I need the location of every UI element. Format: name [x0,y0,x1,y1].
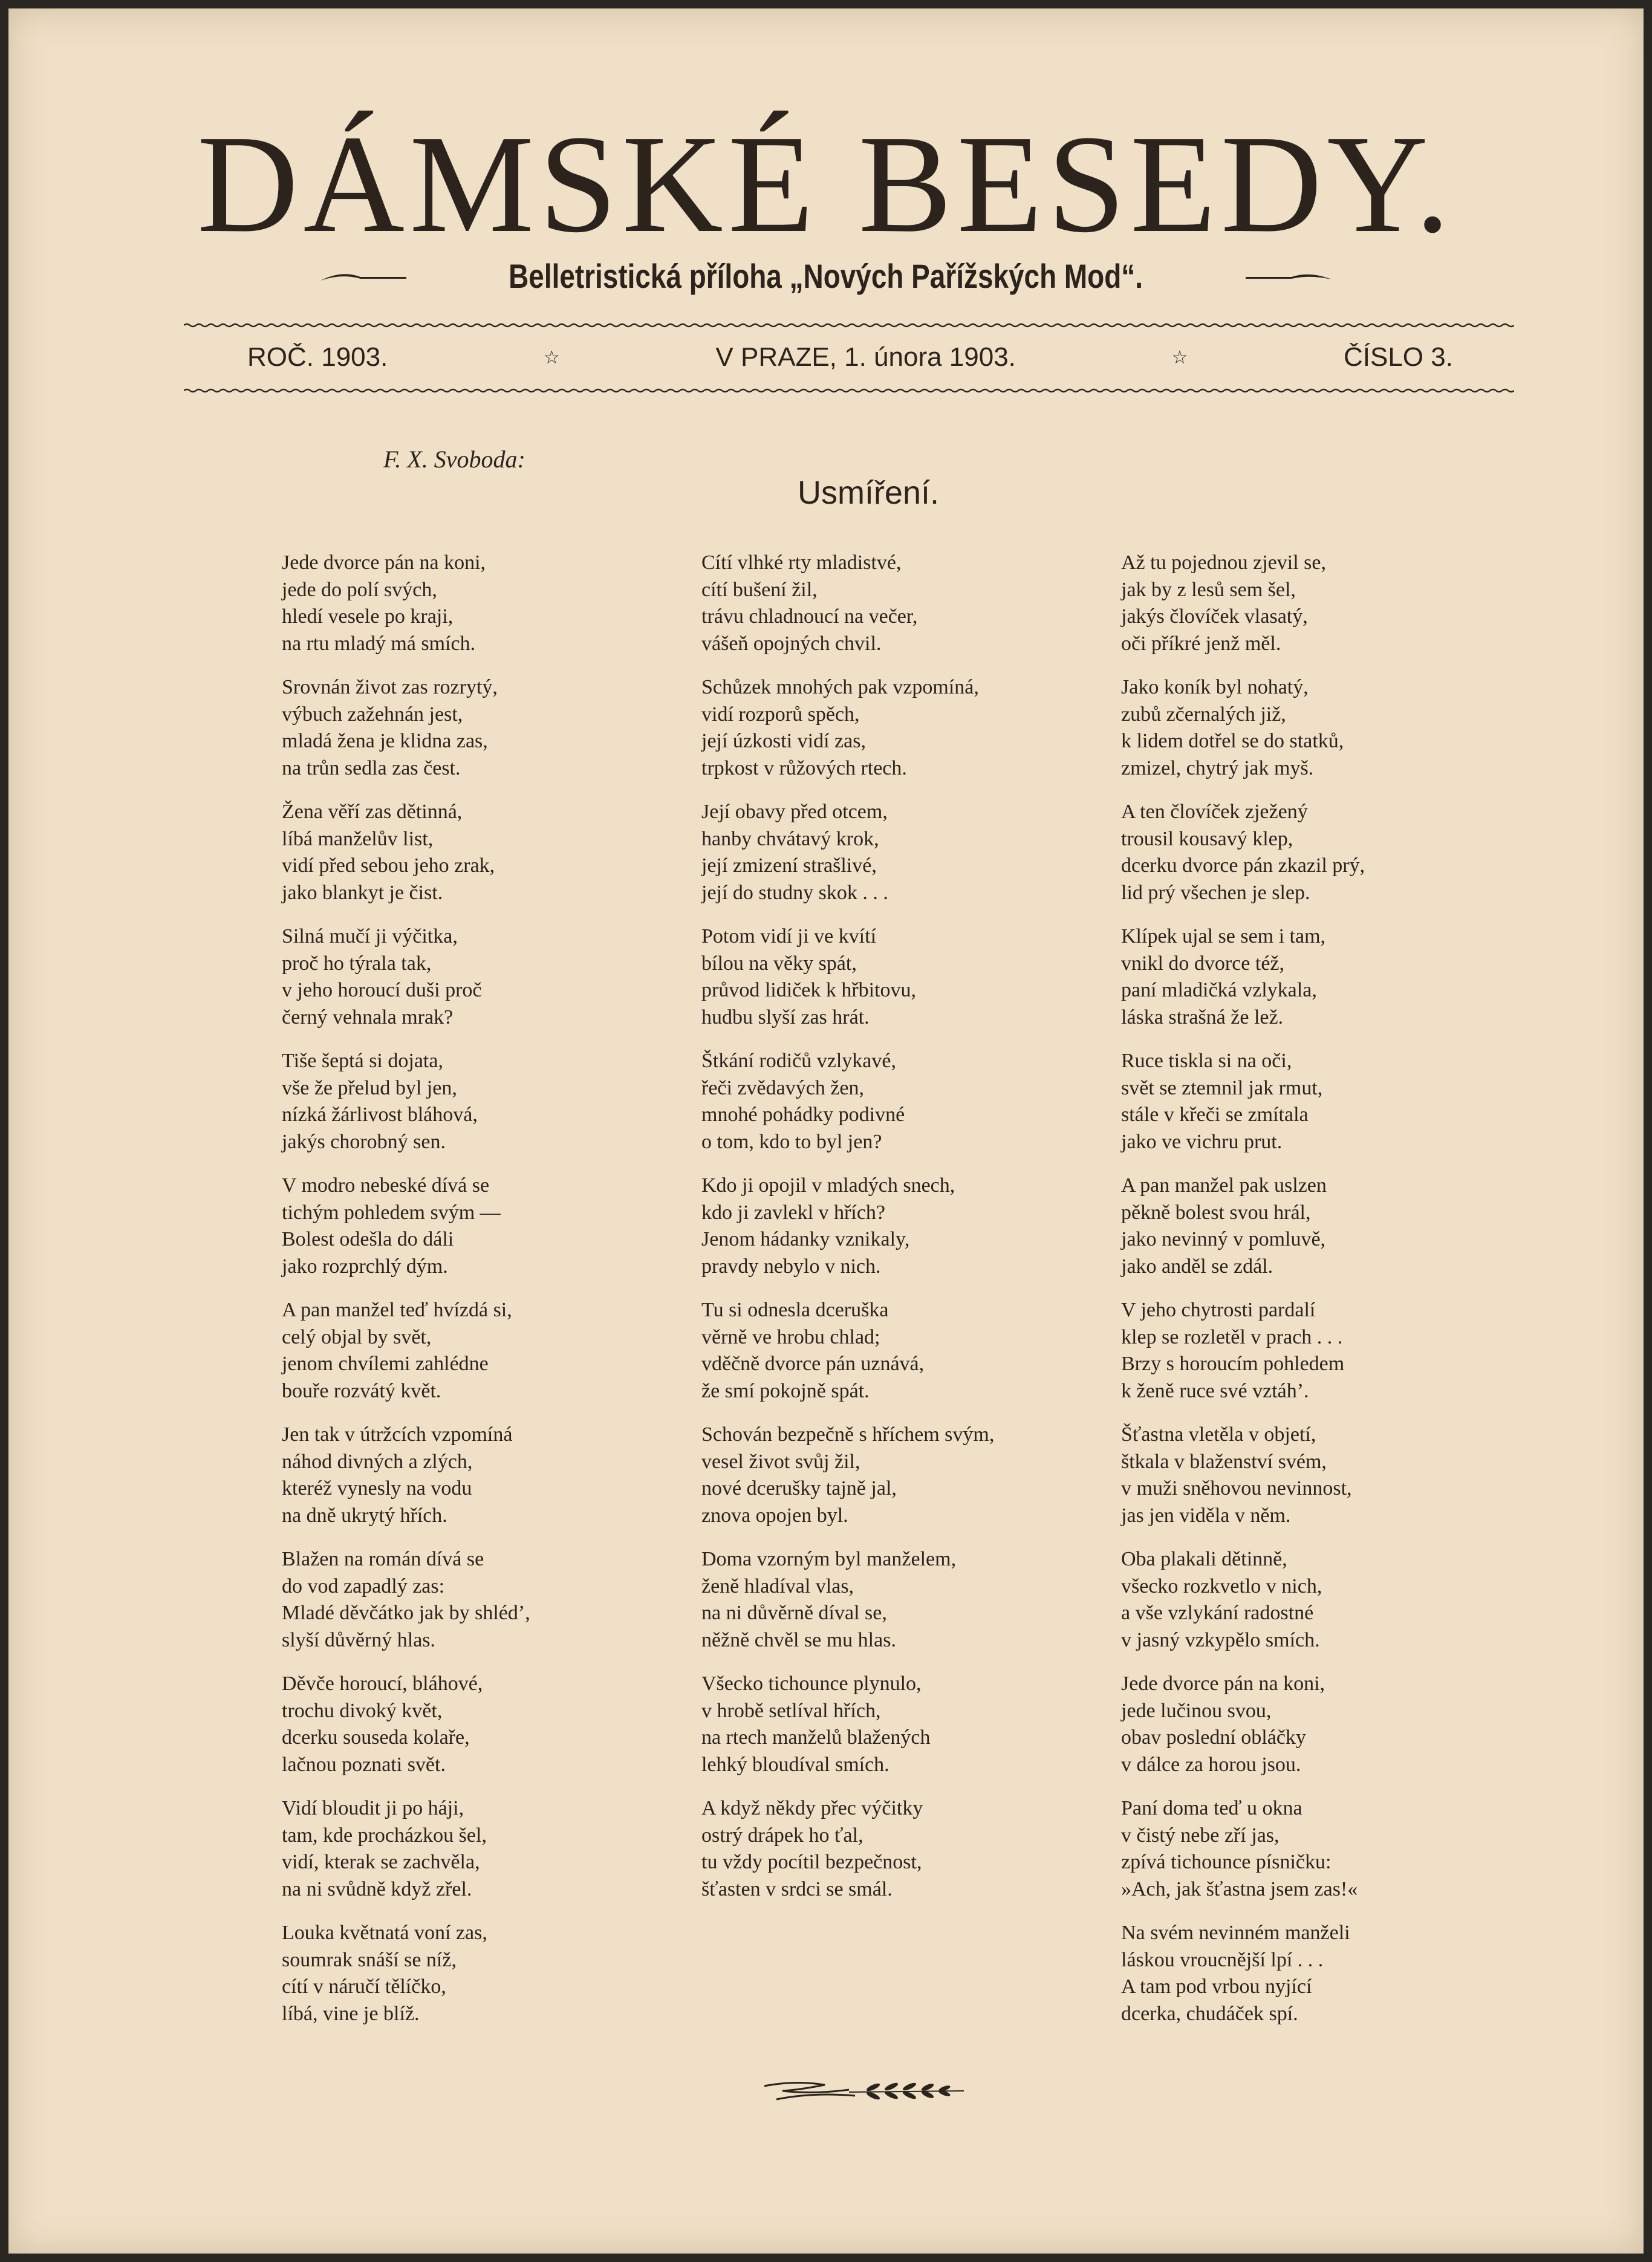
verse-line: Tiše šeptá si dojata, [282,1050,443,1072]
verse-line: Srovnán život zas rozrytý, [282,676,498,698]
verse-line: lid prý všechen je slep. [1121,881,1310,904]
verse-line: jas jen viděla v něm. [1121,1504,1291,1527]
stanza [1121,1297,1365,1405]
verse-line: Bolest odešla do dáli [282,1228,454,1250]
verse-line: V jeho chytrosti pardalí [1121,1299,1316,1321]
verse-line: jako blankyt je čist. [282,881,443,904]
stanza [1121,550,1365,657]
stanza [701,1795,994,1903]
verse-line: cítí v náručí tělíčko, [282,1975,446,1998]
verse-line: obav poslední obláčky [1121,1726,1306,1749]
verse-line: na rtu mladý má smích. [282,632,476,655]
verse-line: tam, kde procházkou šel, [282,1824,487,1847]
verse-line: vnikl do dvorce též, [1121,952,1285,975]
verse-line: vidí rozporů spěch, [701,703,860,726]
verse-line: jakýs človíček vlasatý, [1121,605,1308,628]
verse-line: průvod lidiček k hřbitovu, [701,979,917,1001]
verse-line: jede lučinou svou, [1121,1699,1272,1722]
verse-line: Ruce tiskla si na oči, [1121,1050,1292,1072]
verse-line: všecko rozkvetlo v nich, [1121,1575,1322,1597]
verse-line: výbuch zažehnán jest, [282,703,463,726]
verse-line: Děvče horoucí, bláhové, [282,1672,483,1695]
verse-line: její zmizení strašlivé, [701,854,877,877]
verse-line: trpkost v růžových rtech. [701,756,907,779]
verse-line: na ni svůdně když zřel. [282,1877,472,1900]
verse-line: trávu chladnoucí na večer, [701,605,918,628]
verse-line: Blažen na román dívá se [282,1548,484,1570]
verse-line: Šťastna vletěla v objetí, [1121,1423,1316,1446]
stanza [1121,674,1365,782]
verse-line: náhod divných a zlých, [282,1450,473,1473]
stanza [1121,1172,1365,1280]
verse-line: lehký bloudíval smích. [701,1753,889,1776]
verse-line: jak by z lesů sem šel, [1121,578,1296,601]
stanza [282,1422,530,1529]
verse-line: vidí, kterak se zachvěla, [282,1851,480,1873]
verse-line: kteréž vynesly na vodu [282,1477,472,1500]
verse-line: že smí pokojně spát. [701,1379,870,1402]
verse-line: Vidí bloudit ji po háji, [282,1797,464,1819]
stanza [1121,923,1365,1031]
verse-line: její do studny skok . . . [701,881,888,904]
verse-line: Jako koník byl nohatý, [1121,676,1309,698]
verse-line: Schůzek mnohých pak vzpomíná, [701,676,979,698]
verse-line: jede do polí svých, [282,578,437,601]
verse-line: tichým pohledem svým — [282,1201,501,1224]
stanza [282,1795,530,1903]
verse-line: Jede dvorce pán na koni, [282,551,486,574]
verse-line: klep se rozletěl v prach . . . [1121,1325,1343,1348]
verse-line: trousil kousavý klep, [1121,827,1293,850]
verse-line: v muži sněhovou nevinnost, [1121,1477,1352,1500]
issue-info-row [247,342,1453,372]
stanza [701,1422,994,1529]
verse-line: paní mladičká vzlykala, [1121,979,1317,1001]
stanza [282,1297,530,1405]
verse-line: dcerku souseda kolaře, [282,1726,470,1749]
verse-line: řeči zvědavých žen, [701,1076,864,1099]
verse-line: proč ho týrala tak, [282,952,432,975]
stanza [282,674,530,782]
verse-line: trochu divoký květ, [282,1699,443,1722]
stanza [282,1172,530,1280]
verse-line: láska strašná že lež. [1121,1006,1284,1029]
right-flourish-icon [1243,268,1334,284]
verse-line: na dně ukrytý hřích. [282,1504,447,1527]
verse-line: láskou vroucnější lpí . . . [1121,1948,1324,1971]
verse-line: v dálce za horou jsou. [1121,1753,1301,1776]
verse-line: černý vehnala mrak? [282,1006,454,1029]
stanza [701,1671,994,1778]
verse-line: v čistý nebe zří jas, [1121,1824,1280,1847]
verse-line: jako anděl se zdál. [1121,1255,1273,1278]
verse-line: hudbu slyší zas hrát. [701,1006,870,1029]
verse-line: Až tu pojednou zjevil se, [1121,551,1326,574]
supplement-subtitle: Belletristická příloha „Nových Pařížských Mod“. [509,257,1143,295]
verse-line: V modro nebeské dívá se [282,1174,490,1197]
verse-line: jakýs chorobný sen. [282,1130,446,1153]
verse-line: Schován bezpečně s hříchem svým, [701,1423,995,1446]
verse-line: Jede dvorce pán na koni, [1121,1672,1325,1695]
verse-line: Jenom hádanky vznikaly, [701,1228,910,1250]
verse-line: jenom chvílemi zahlédne [282,1353,489,1375]
verse-line: Klípek ujal se sem i tam, [1121,925,1326,947]
verse-line: Jen tak v útržcích vzpomíná [282,1423,513,1446]
stanza [1121,1048,1365,1155]
stanza [1121,1920,1365,2027]
verse-line: věrně ve hrobu chlad; [701,1325,880,1348]
verse-line: o tom, kdo to byl jen? [701,1130,882,1153]
verse-line: A tam pod vrbou nyjící [1121,1975,1312,1998]
verse-line: »Ach, jak šťastna jsem zas!« [1121,1877,1358,1900]
poem-column-1 [282,550,530,2044]
subtitle-row [8,256,1644,296]
stanza [1121,1546,1365,1654]
verse-line: Její obavy před otcem, [701,801,888,823]
stanza [1121,1422,1365,1529]
stanza [282,1048,530,1155]
verse-line: A pan manžel pak uslzen [1121,1174,1327,1197]
poem-column-2 [701,550,994,1920]
verse-line: dcerku dvorce pán zkazil prý, [1121,854,1365,877]
verse-line: šťasten v srdci se smál. [701,1877,893,1900]
stanza [282,1671,530,1778]
verse-line: jako rozprchlý dým. [282,1255,448,1278]
verse-line: v jeho horoucí duši proč [282,979,482,1001]
stanza [282,1920,530,2027]
stanza [701,674,994,782]
verse-line: A ten človíček zježený [1121,801,1308,823]
stanza [701,1048,994,1155]
author-byline: F. X. Svoboda: [383,446,525,473]
verse-line: něžně chvěl se mu hlas. [701,1628,896,1651]
verse-line: bouře rozvátý květ. [282,1379,441,1402]
verse-line: nové dcerušky tajně jal, [701,1477,897,1500]
stanza [701,799,994,906]
verse-line: na trůn sedla zas čest. [282,756,461,779]
stanza [1121,1671,1365,1778]
verse-line: znova opojen byl. [701,1504,848,1527]
star-icon: ☆ [1171,347,1188,368]
stanza [701,1546,994,1654]
left-flourish-icon [318,268,409,284]
verse-line: tu vždy pocítil bezpečnost, [701,1851,922,1873]
verse-line: vesel život svůj žil, [701,1450,860,1473]
verse-line: vše že přelud byl jen, [282,1076,457,1099]
verse-line: líbá, vine je blíž. [282,2002,420,2025]
verse-line: Brzy s horoucím pohledem [1121,1353,1345,1375]
verse-line: celý objal by svět, [282,1325,432,1348]
stanza [701,923,994,1031]
stanza [1121,799,1365,906]
verse-line: slyší důvěrný hlas. [282,1628,436,1651]
verse-line: hanby chvátavý krok, [701,827,879,850]
masthead-title: DÁMSKÉ BESEDY. [197,106,1455,262]
verse-line: jako ve vichru prut. [1121,1130,1283,1153]
verse-line: Mladé děvčátko jak by shléd’, [282,1602,530,1624]
verse-line: vidí před sebou jeho zrak, [282,854,495,877]
masthead-rule-bottom [184,388,1514,393]
verse-line: stále v křeči se zmítala [1121,1103,1309,1126]
star-icon: ☆ [543,347,560,368]
stanza [282,1546,530,1654]
stanza [701,1172,994,1280]
poem-title: Usmíření. [797,475,940,511]
verse-line: bílou na věky spát, [701,952,857,975]
stanza [1121,1795,1365,1903]
verse-line: líbá manželův list, [282,827,434,850]
wheat-ornament-icon [758,2068,976,2116]
verse-line: Na svém nevinném manželi [1121,1922,1350,1944]
verse-line: cítí bušení žil, [701,578,818,601]
verse-line: a vše vzlykání radostné [1121,1602,1314,1624]
verse-line: Doma vzorným byl manželem, [701,1548,957,1570]
stanza [282,550,530,657]
verse-line: jako nevinný v pomluvě, [1121,1228,1326,1250]
verse-line: Kdo ji opojil v mladých snech, [701,1174,955,1197]
verse-line: oči příkré jenž měl. [1121,632,1281,655]
verse-line: Tu si odnesla dceruška [701,1299,889,1321]
verse-line: soumrak snáší se níž, [282,1948,457,1971]
volume-label: ROČ. 1903. [247,342,388,372]
verse-line: mnohé pohádky podivné [701,1103,905,1126]
verse-line: ženě hladíval vlas, [701,1575,854,1597]
masthead-rule-top [184,323,1514,328]
verse-line: Paní doma teď u okna [1121,1797,1302,1819]
verse-line: k ženě ruce své vztáh’. [1121,1379,1309,1402]
verse-line: Silná mučí ji výčitka, [282,925,458,947]
verse-line: Žena věří zas dětinná, [282,801,463,823]
stanza [282,799,530,906]
verse-line: A když někdy přec výčitky [701,1797,923,1819]
verse-line: v jasný vzkypělo smích. [1121,1628,1320,1651]
verse-line: zmizel, chytrý jak myš. [1121,756,1314,779]
verse-line: svět se ztemnil jak rmut, [1121,1076,1323,1099]
verse-line: v hrobě setlíval hřích, [701,1699,881,1722]
verse-line: mladá žena je klidna zas, [282,730,488,752]
verse-line: její úzkosti vidí zas, [701,730,866,752]
verse-line: Všecko tichounce plynulo, [701,1672,922,1695]
verse-line: ostrý drápek ho ťal, [701,1824,863,1847]
verse-line: štkala v blaženství svém, [1121,1450,1327,1473]
verse-line: do vod zapadlý zas: [282,1575,445,1597]
poem-column-3 [1121,550,1365,2044]
verse-line: zpívá tichounce písničku: [1121,1851,1332,1873]
verse-line: kdo ji zavlekl v hřích? [701,1201,886,1224]
verse-line: lačnou poznati svět. [282,1753,446,1776]
stanza [701,550,994,657]
verse-line: dcerka, chudáček spí. [1121,2002,1298,2025]
verse-line: Cítí vlhké rty mladistvé, [701,551,902,574]
newspaper-page [8,8,1644,2254]
verse-line: A pan manžel teď hvízdá si, [282,1299,512,1321]
verse-line: vášeň opojných chvil. [701,632,882,655]
verse-line: k lidem dotřel se do statků, [1121,730,1344,752]
verse-line: Louka květnatá voní zas, [282,1922,487,1944]
verse-line: pravdy nebylo v nich. [701,1255,881,1278]
verse-line: pěkně bolest svou hrál, [1121,1201,1311,1224]
verse-line: Potom vidí ji ve kvítí [701,925,877,947]
verse-line: hledí vesele po kraji, [282,605,454,628]
verse-line: zubů zčernalých již, [1121,703,1286,726]
place-date-label: V PRAZE, 1. února 1903. [715,342,1016,372]
stanza [701,1297,994,1405]
verse-line: na ni důvěrně díval se, [701,1602,887,1624]
verse-line: nízká žárlivost bláhová, [282,1103,478,1126]
issue-number-label: ČÍSLO 3. [1343,342,1453,372]
verse-line: vděčně dvorce pán uznává, [701,1353,925,1375]
verse-line: Štkání rodičů vzlykavé, [701,1050,896,1072]
verse-line: Oba plakali dětinně, [1121,1548,1287,1570]
stanza [282,923,530,1031]
verse-line: na rtech manželů blažených [701,1726,931,1749]
